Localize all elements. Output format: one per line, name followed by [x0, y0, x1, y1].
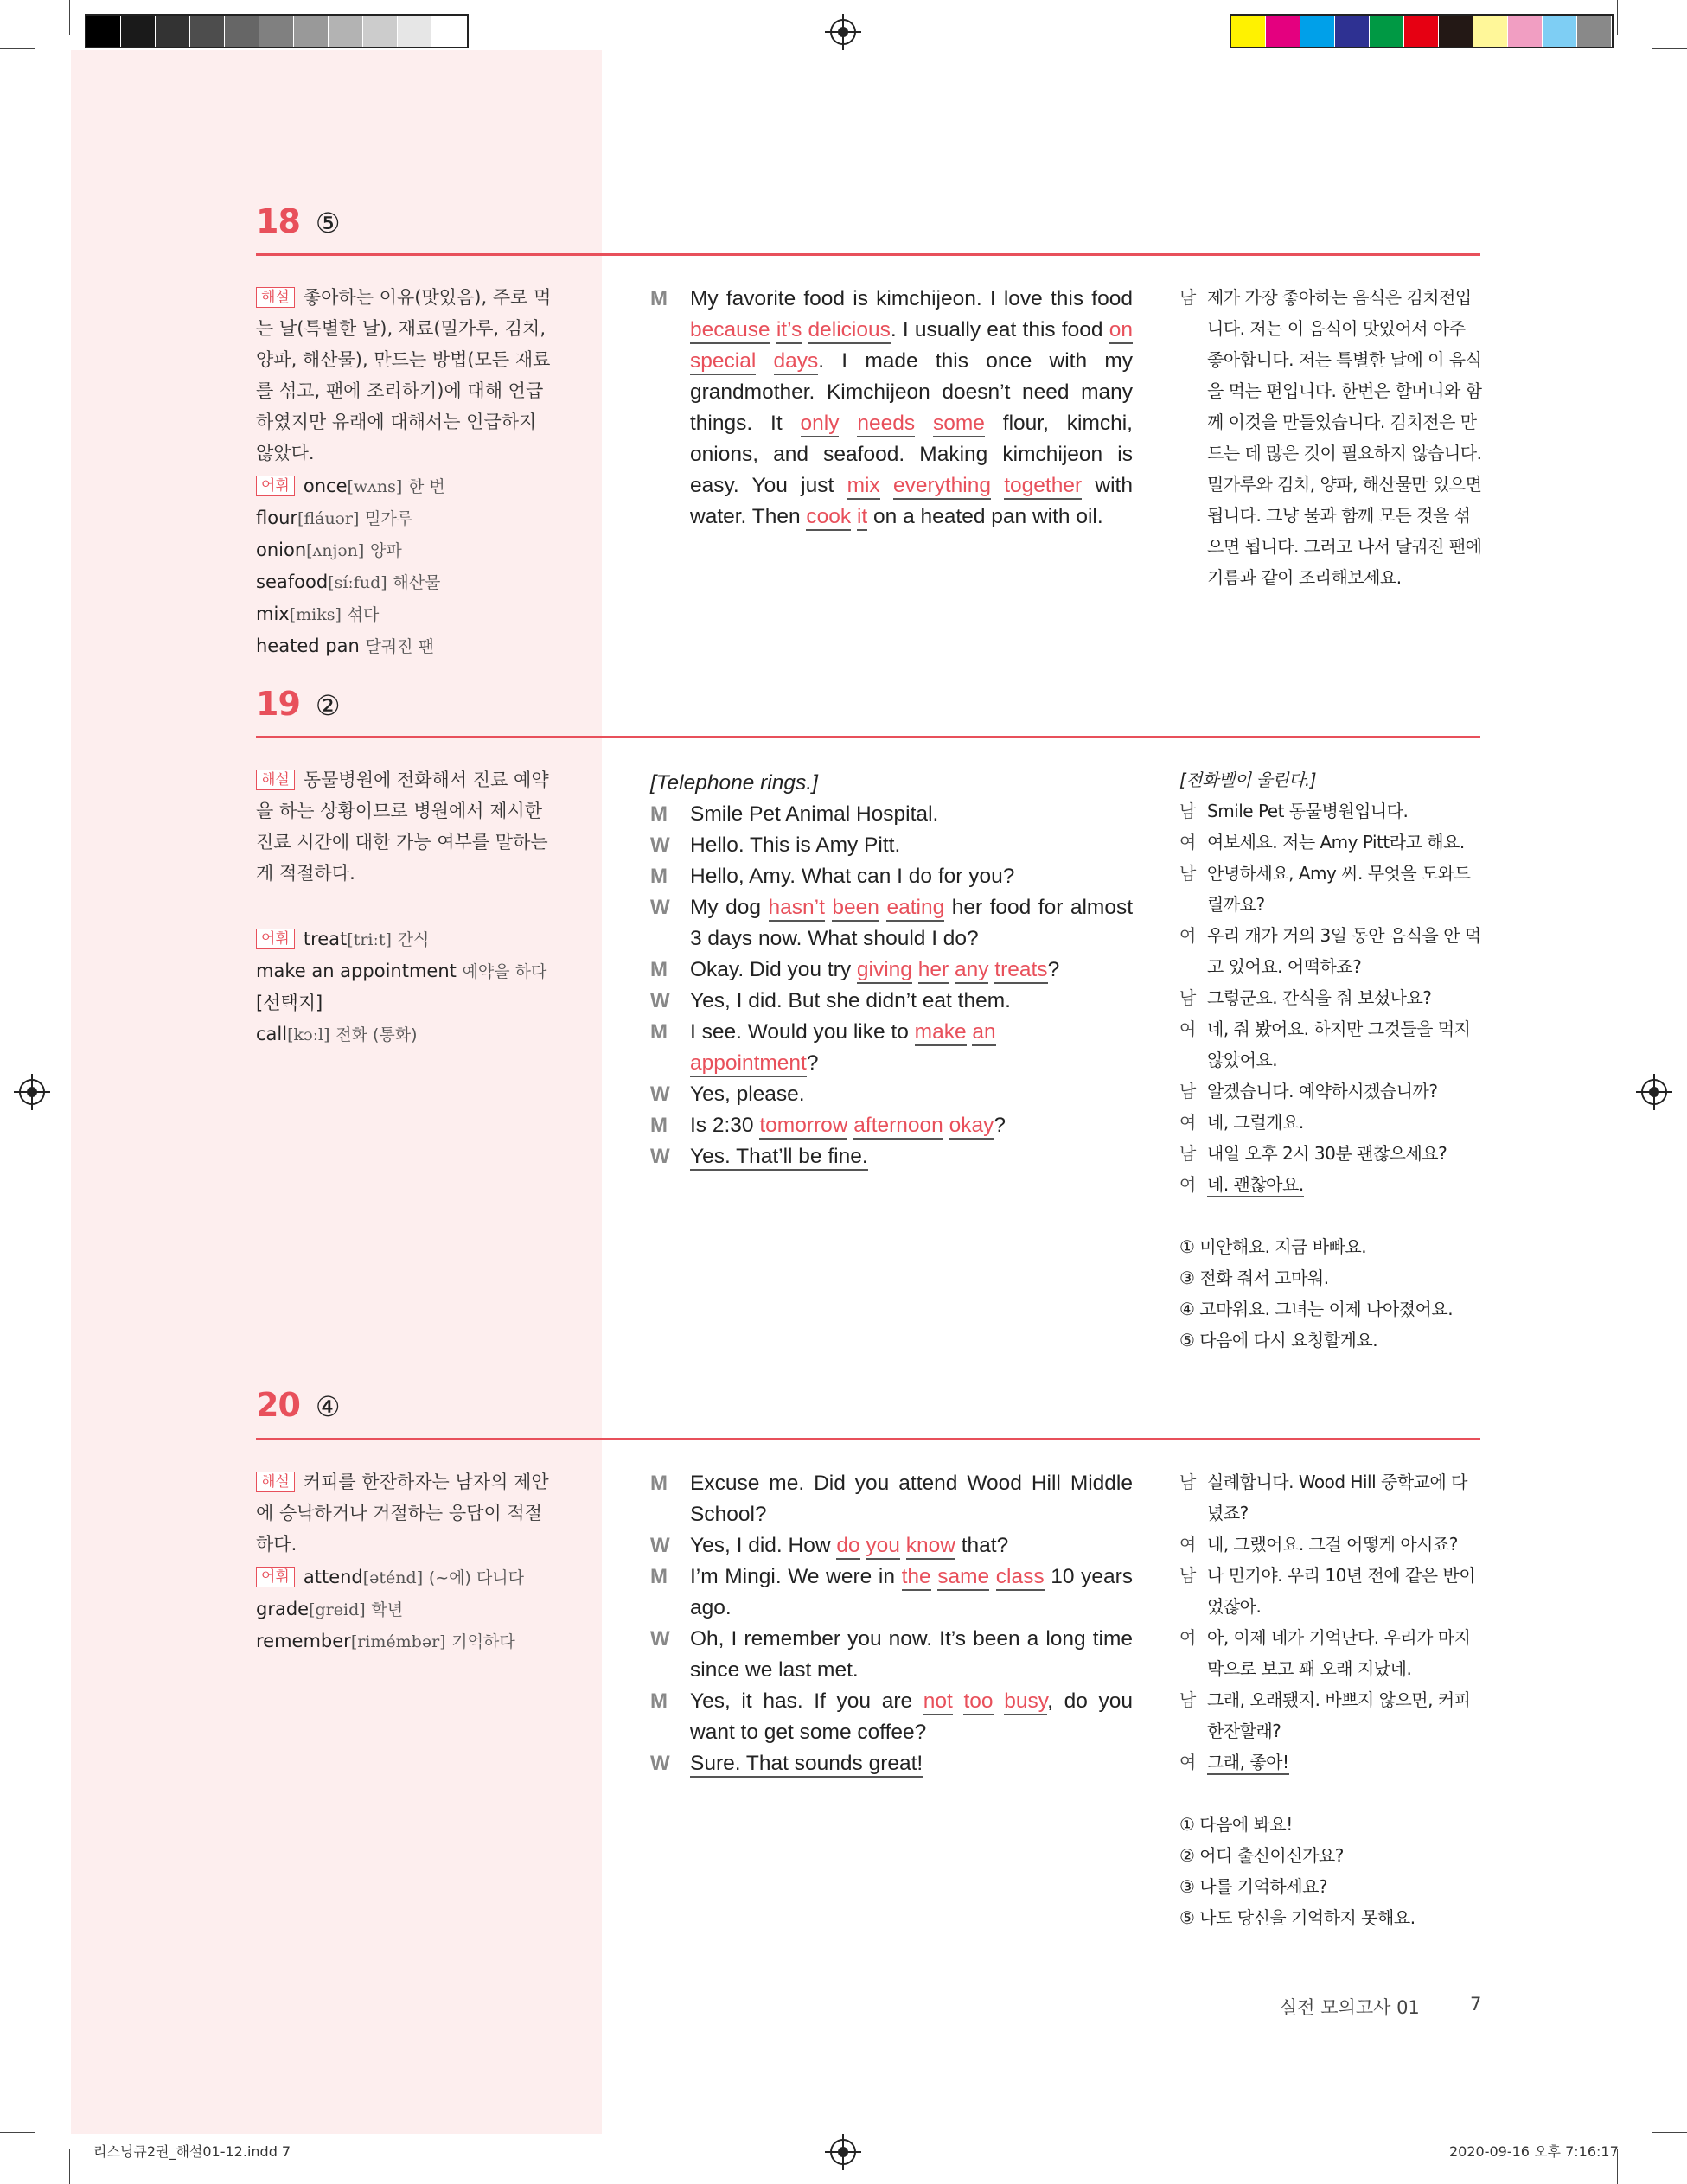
blank-answer: do [836, 1534, 859, 1560]
vocab-phonetic: [fláuər] [297, 509, 360, 528]
color-swatch [432, 16, 467, 47]
stage-direction: [Telephone rings.] [650, 771, 818, 795]
blank-answer: been [832, 896, 879, 922]
vocab-item [256, 502, 585, 534]
color-swatch [1473, 16, 1508, 47]
explanation-block [256, 1466, 555, 1560]
script-text: Yes, it has. If you are [690, 1689, 923, 1713]
option-item: ③ 전화 줘서 고마워. [1179, 1268, 1329, 1288]
explanation-tag: 해설 [256, 1472, 295, 1492]
option-item: ② 어디 출신이신가요? [1179, 1845, 1344, 1866]
blank-answer: special [690, 349, 756, 375]
vocab-meaning: 학년 [371, 1600, 404, 1619]
vocab-list [256, 1561, 585, 1657]
translation-text: 그래, 오래됐지. 바쁘지 않으면, 커피 한잔할래? [1207, 1689, 1471, 1741]
speaker-label: 여 [1179, 1019, 1196, 1039]
translation-text: Smile Pet 동물병원입니다. [1207, 801, 1409, 821]
script-line [650, 1686, 1133, 1748]
answer-choice: ② [315, 689, 341, 722]
vocab-item [256, 598, 585, 630]
translation-text: 아, 이제 네가 기억난다. 우리가 마지막으로 보고 꽤 오래 지났네. [1207, 1627, 1471, 1679]
color-swatch [294, 16, 329, 47]
answer-sentence: Yes. That’ll be fine. [690, 1145, 868, 1171]
translation-text: 우리 개가 거의 3일 동안 음식을 안 먹고 있어요. 어떡하죠? [1207, 925, 1481, 977]
blank-answer: days [774, 349, 819, 375]
vocab-phonetic: [rimémbər] [350, 1632, 446, 1651]
translation-line [1179, 1529, 1482, 1560]
vocab-meaning: 양파 [370, 541, 402, 560]
script-text: Is 2:30 [690, 1114, 760, 1137]
blank-answer: hasn’t [769, 896, 825, 922]
blank-answer: delicious [808, 318, 891, 344]
section-divider [256, 736, 1480, 738]
speaker-label: W [650, 1752, 670, 1775]
page-number: 7 [1470, 1994, 1482, 2015]
blank-answer: appointment [690, 1051, 807, 1077]
color-swatch [1370, 16, 1404, 47]
speaker-label: M [650, 1565, 668, 1588]
speaker-label: W [650, 833, 670, 857]
vocab-item [256, 630, 585, 662]
explanation-tag: 해설 [256, 770, 295, 790]
vocab-list [256, 923, 585, 1050]
blank-answer: same [937, 1565, 989, 1591]
running-footer-title: 실전 모의고사 01 [1280, 1997, 1420, 2018]
vocab-word: mix [256, 603, 290, 624]
vocab-meaning: (~에) 다니다 [428, 1568, 525, 1587]
script-text: My dog [690, 896, 769, 919]
script-line [650, 1468, 1133, 1530]
crop-mark [1652, 2132, 1687, 2133]
translation-text: 네, 그랬어요. 그걸 어떻게 아시죠? [1207, 1534, 1458, 1555]
translation-line [1179, 1107, 1482, 1138]
color-swatch [1266, 16, 1300, 47]
question-number: 19 [256, 685, 300, 723]
script-text: that? [955, 1534, 1009, 1557]
translation-line [1179, 1169, 1482, 1200]
stage-direction: [전화벨이 울린다.] [1179, 770, 1317, 790]
translation-text: 알겠습니다. 예약하시겠습니까? [1207, 1081, 1438, 1102]
blank-answer: eating [886, 896, 944, 922]
translation-text: 네, 줘 봤어요. 하지만 그것들을 먹지 않았어요. [1207, 1019, 1471, 1070]
speaker-label: 남 [1179, 863, 1196, 884]
blank-answer: any [955, 958, 989, 984]
blank-answer: cook [806, 505, 851, 531]
speaker-label: 남 [1179, 1472, 1196, 1492]
vocab-meaning: 전화 (통화) [335, 1025, 418, 1044]
vocab-phonetic: [ʌnjən] [306, 541, 365, 560]
registration-mark-top [830, 19, 856, 45]
crop-mark [69, 2149, 70, 2184]
translation-line [1179, 827, 1482, 858]
translation-text: 여보세요. 저는 Amy Pitt라고 해요. [1207, 832, 1465, 853]
crop-mark [1617, 0, 1618, 35]
vocab-phonetic: [síːfud] [328, 573, 387, 592]
vocab-word: attend [303, 1567, 363, 1587]
vocab-item [256, 955, 585, 987]
vocab-word: once [303, 476, 348, 496]
vocab-phonetic: [miks] [289, 605, 342, 624]
translation-line [1179, 1684, 1482, 1747]
script-line [650, 955, 1133, 986]
script-text: Hello, Amy. What can I do for you? [690, 865, 1015, 888]
color-swatch [1335, 16, 1370, 47]
speaker-label: 남 [1179, 1689, 1196, 1710]
vocab-word: flour [256, 508, 298, 528]
script-text: flour, kimchi, onions, and seafood. Making kimchijeon is easy. You just [690, 412, 1133, 497]
registration-mark-bottom [830, 2139, 856, 2165]
blank-answer: it [857, 505, 867, 531]
speaker-label: M [650, 1114, 668, 1137]
speaker-label: 남 [1179, 1081, 1196, 1102]
english-script [650, 284, 1133, 533]
translation-text: 내일 오후 2시 30분 괜찮으세요? [1207, 1143, 1447, 1164]
blank-answer: tomorrow [759, 1114, 847, 1140]
crop-mark [69, 0, 70, 35]
speaker-label: W [650, 1627, 670, 1651]
script-line [650, 861, 1133, 892]
vocab-meaning: 해산물 [393, 573, 441, 592]
color-swatch [156, 16, 190, 47]
speaker-label: M [650, 802, 668, 826]
speaker-label: 여 [1179, 832, 1196, 853]
speaker-label: M [650, 1689, 668, 1713]
speaker-label: 남 [1179, 1143, 1196, 1164]
vocab-meaning: 한 번 [407, 477, 445, 496]
blank-answer: treats [994, 958, 1047, 984]
wrong-options [1179, 1809, 1482, 1933]
script-line [650, 1561, 1133, 1624]
script-line [650, 1079, 1133, 1110]
explanation-tag: 해설 [256, 287, 295, 308]
script-line [650, 1141, 1133, 1172]
speaker-label: W [650, 896, 670, 919]
vocab-meaning: 밀가루 [365, 509, 413, 528]
color-swatch [329, 16, 363, 47]
explanation-text: 좋아하는 이유(맛있음), 주로 먹는 날(특별한 날), 재료(밀가루, 김치, 양파, 해산물), 만드는 방법(모든 재료를 섞고, 팬에 조리하기)에 대해 언급하였지만 유래에 대해서는 언급하지 않았다. [256, 287, 552, 463]
translation-line [1179, 858, 1482, 920]
script-text: I’m Mingi. We were in [690, 1565, 902, 1588]
vocab-item [256, 534, 585, 566]
answer-choice: ④ [315, 1390, 341, 1423]
script-line [650, 830, 1133, 861]
script-line [650, 284, 1133, 533]
script-line [650, 1017, 1133, 1079]
speaker-label: M [650, 287, 668, 310]
color-swatch [86, 16, 121, 47]
explanation-block [256, 764, 555, 889]
blank-answer: everything [893, 474, 991, 500]
vocab-meaning: 섞다 [347, 605, 380, 624]
speaker-label: W [650, 1082, 670, 1106]
registration-mark-left [19, 1079, 45, 1105]
crop-mark [1652, 48, 1687, 49]
script-text: ? [994, 1114, 1006, 1137]
speaker-label: 남 [1179, 287, 1196, 308]
answer-translation: 그래, 좋아! [1207, 1752, 1289, 1775]
script-text: on a heated pan with oil. [867, 505, 1103, 528]
speaker-label: M [650, 865, 668, 888]
blank-answer: together [1004, 474, 1082, 500]
english-script [650, 768, 1133, 1172]
english-script [650, 1468, 1133, 1779]
vocab-word: onion [256, 540, 307, 560]
blank-answer: it’s [776, 318, 802, 344]
korean-translation [1179, 1466, 1482, 1933]
script-text: her food for almost 3 days now. What should I do? [690, 896, 1134, 950]
blank-answer: make [915, 1020, 967, 1046]
vocab-item [256, 1019, 585, 1050]
color-swatch [1543, 16, 1577, 47]
crop-mark [0, 48, 35, 49]
registration-mark-right [1641, 1079, 1667, 1105]
speaker-label: 여 [1179, 1534, 1196, 1555]
korean-translation [1179, 282, 1482, 593]
blank-answer: her [918, 958, 949, 984]
blank-answer: you [866, 1534, 900, 1560]
vocab-tag: 어휘 [256, 476, 295, 496]
vocab-meaning: 기억하다 [451, 1632, 515, 1651]
script-line [650, 1530, 1133, 1561]
blank-answer: know [906, 1534, 955, 1560]
color-swatch [1404, 16, 1439, 47]
script-line [650, 799, 1133, 830]
script-line [650, 986, 1133, 1017]
speaker-label: 남 [1179, 801, 1196, 821]
script-text: . I made this once with my grandmother. Kimchijeon doesn’t need many things. It [690, 349, 1133, 435]
script-text: Yes, please. [690, 1082, 805, 1106]
script-text: Yes, I did. How [690, 1534, 837, 1557]
translation-line [1179, 282, 1482, 593]
vocab-tag: 어휘 [256, 929, 295, 949]
translation-line [1179, 1747, 1482, 1778]
vocab-phonetic: [triːt] [347, 930, 392, 949]
speaker-label: W [650, 1534, 670, 1557]
question-20-header [256, 1386, 341, 1424]
script-text: I see. Would you like to [690, 1020, 915, 1044]
vocab-tag: 어휘 [256, 1567, 295, 1587]
script-line [650, 1748, 1133, 1779]
vocab-item [256, 987, 585, 1019]
blank-answer: not [923, 1689, 953, 1715]
vocab-word: make an appointment [256, 961, 457, 981]
translation-text: 실례합니다. Wood Hill 중학교에 다녔죠? [1207, 1472, 1467, 1523]
translation-line [1179, 1622, 1482, 1684]
color-swatch [1231, 16, 1266, 47]
vocab-word: [선택지] [256, 993, 323, 1013]
option-item: ① 다음에 봐요! [1179, 1814, 1293, 1835]
blank-answer: afternoon [853, 1114, 943, 1140]
speaker-label: W [650, 989, 670, 1012]
vocab-item [256, 1593, 585, 1625]
speaker-label: M [650, 1020, 668, 1044]
speaker-label: 남 [1179, 987, 1196, 1008]
wrong-options [1179, 1231, 1482, 1356]
option-item: ⑤ 다음에 다시 요청할게요. [1179, 1330, 1378, 1351]
blank-answer: busy [1004, 1689, 1047, 1715]
blank-answer: okay [949, 1114, 994, 1140]
vocab-word: treat [303, 929, 348, 949]
script-text: with water. Then [690, 474, 1133, 528]
option-item: ④ 고마워요. 그녀는 이제 나아졌어요. [1179, 1299, 1454, 1319]
vocab-item [256, 470, 585, 502]
vocab-phonetic: [greid] [309, 1600, 366, 1619]
color-swatch [1300, 16, 1335, 47]
script-text: ? [1047, 958, 1060, 981]
translation-line [1179, 1466, 1482, 1529]
speaker-label: 여 [1179, 1174, 1196, 1195]
speaker-label: M [650, 958, 668, 981]
color-swatch [190, 16, 225, 47]
color-swatch [225, 16, 259, 47]
section-divider [256, 1438, 1480, 1440]
translation-line [1179, 1138, 1482, 1169]
blank-answer: an [972, 1020, 995, 1046]
script-text: Excuse me. Did you attend Wood Hill Middle School? [690, 1472, 1133, 1526]
color-swatch [363, 16, 398, 47]
vocab-phonetic: [əténd] [362, 1568, 424, 1587]
korean-translation [1179, 764, 1482, 1356]
question-18-header [256, 202, 341, 240]
vocab-list [256, 470, 585, 662]
translation-text: 네, 그럴게요. [1207, 1112, 1304, 1133]
speaker-label: 여 [1179, 925, 1196, 946]
cmyk-color-bar [1230, 14, 1614, 48]
script-text: Smile Pet Animal Hospital. [690, 802, 939, 826]
speaker-label: 여 [1179, 1112, 1196, 1133]
question-number: 18 [256, 202, 300, 240]
blank-answer: needs [857, 412, 915, 437]
print-slug-filename: 리스닝큐2권_해설01-12.indd 7 [93, 2143, 291, 2160]
color-swatch [1508, 16, 1543, 47]
explanation-text: 동물병원에 전화해서 진료 예약을 하는 상황이므로 병원에서 제시한 진료 시간에 대한 가능 여부를 말하는 게 적절하다. [256, 770, 549, 884]
script-text: Okay. Did you try [690, 958, 857, 981]
translation-line [1179, 920, 1482, 982]
vocab-word: call [256, 1024, 288, 1044]
script-text: . I usually eat this food [890, 318, 1109, 342]
question-19-header [256, 685, 341, 723]
speaker-label: 여 [1179, 1752, 1196, 1772]
vocab-word: seafood [256, 572, 329, 592]
translation-text: 나 민기야. 우리 10년 전에 같은 반이었잖아. [1207, 1565, 1476, 1617]
vocab-meaning: 예약을 하다 [462, 962, 547, 981]
script-text: My favorite food is kimchijeon. I love this food [690, 287, 1133, 310]
script-line [650, 1110, 1133, 1141]
answer-choice: ⑤ [315, 207, 341, 239]
script-text: 10 years ago. [690, 1565, 1134, 1619]
option-item: ⑤ 나도 당신을 기억하지 못해요. [1179, 1907, 1415, 1928]
speaker-label: 여 [1179, 1627, 1196, 1648]
script-text: ? [806, 1051, 819, 1075]
section-divider [256, 253, 1480, 256]
vocab-word: heated pan [256, 635, 360, 656]
script-line [650, 892, 1133, 955]
translation-line [1179, 795, 1482, 827]
vocab-item [256, 923, 585, 955]
translation-line [1179, 1013, 1482, 1076]
explanation-text: 커피를 한잔하자는 남자의 제안에 승낙하거나 거절하는 응답이 적절하다. [256, 1472, 549, 1555]
translation-line [1179, 982, 1482, 1013]
answer-sentence: Sure. That sounds great! [690, 1752, 923, 1778]
speaker-label: W [650, 1145, 670, 1168]
option-item: ③ 나를 기억하세요? [1179, 1876, 1327, 1897]
script-text: Hello. This is Amy Pitt. [690, 833, 901, 857]
blank-answer: too [963, 1689, 993, 1715]
translation-text: 그렇군요. 간식을 줘 보셨나요? [1207, 987, 1432, 1008]
blank-answer: mix [847, 474, 880, 500]
script-line [650, 1624, 1133, 1686]
color-swatch [121, 16, 156, 47]
color-swatch [1577, 16, 1612, 47]
blank-answer: only [801, 412, 840, 437]
vocab-item [256, 1561, 585, 1593]
color-swatch [259, 16, 294, 47]
explanation-block [256, 282, 555, 469]
vocab-meaning: 간식 [397, 930, 430, 949]
vocab-item [256, 566, 585, 598]
option-item: ① 미안해요. 지금 바빠요. [1179, 1236, 1367, 1257]
color-swatch [398, 16, 432, 47]
grayscale-color-bar [85, 14, 469, 48]
vocab-phonetic: [wʌns] [347, 477, 403, 496]
question-number: 20 [256, 1386, 300, 1424]
vocab-meaning: 달궈진 팬 [365, 637, 434, 656]
translation-text: 제가 가장 좋아하는 음식은 김치전입니다. 저는 이 음식이 맛있어서 아주 좋아합니다. 저는 특별한 날에 이 음식을 먹는 편입니다. 한번은 할머니와 함께 이것을 만들었습니다. 김치전은 만드는 데 많은 것이 필요하지 않습니다. 밀가루와 김치, 양파, 해산물만 있으면 됩니다. 그냥 물과 함께 모든 것을 섞으면 됩니다. 그러고 나서 달궈진 팬에 기름과 같이 조리해보세요. [1207, 287, 1482, 588]
blank-answer: class [996, 1565, 1045, 1591]
translation-line [1179, 1076, 1482, 1107]
color-swatch [1439, 16, 1473, 47]
script-text: , do you want to get some coffee? [690, 1689, 1133, 1744]
script-text: Oh, I remember you now. It’s been a long time since we last met. [690, 1627, 1133, 1682]
speaker-label: M [650, 1472, 668, 1495]
blank-answer: some [933, 412, 985, 437]
vocab-item [256, 1625, 585, 1657]
crop-mark [0, 2132, 35, 2133]
translation-text: 안녕하세요, Amy 씨. 무엇을 도와드릴까요? [1207, 863, 1471, 915]
answer-translation: 네. 괜찮아요. [1207, 1174, 1304, 1197]
script-text: Yes, I did. But she didn’t eat them. [690, 989, 1011, 1012]
blank-answer: giving [857, 958, 912, 984]
print-slug-timestamp: 2020-09-16 오후 7:16:17 [1449, 2143, 1619, 2160]
blank-answer: the [902, 1565, 931, 1591]
blank-answer: on [1109, 318, 1133, 344]
translation-line [1179, 1560, 1482, 1622]
vocab-phonetic: [kɔːl] [287, 1025, 330, 1044]
vocab-word: grade [256, 1599, 310, 1619]
speaker-label: 남 [1179, 1565, 1196, 1586]
blank-answer: because [690, 318, 770, 344]
vocab-word: remember [256, 1631, 351, 1651]
